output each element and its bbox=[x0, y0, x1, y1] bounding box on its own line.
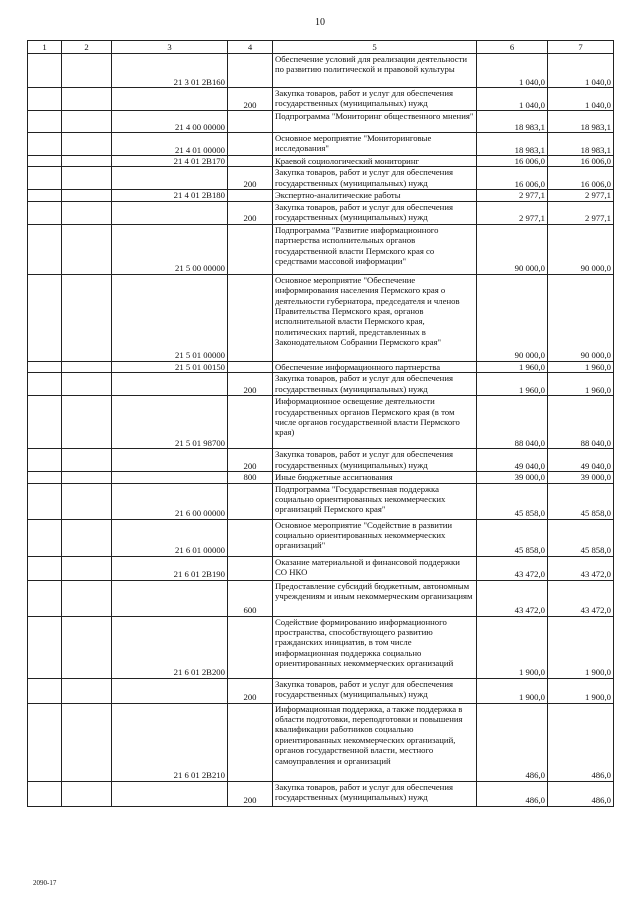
table-row bbox=[28, 396, 614, 449]
empty-cell bbox=[28, 483, 62, 519]
amount-year-2: 88 040,0 bbox=[548, 396, 614, 449]
expense-type-code bbox=[228, 556, 273, 580]
empty-cell bbox=[28, 156, 62, 167]
expense-type-code bbox=[228, 190, 273, 201]
item-name: Обеспечение условий для реализации деятельности по развитию политической и правовой культуры bbox=[273, 54, 477, 88]
item-name: Закупка товаров, работ и услуг для обеспечения государственных (муниципальных) нужд bbox=[273, 201, 477, 224]
empty-cell bbox=[62, 580, 112, 616]
item-name: Закупка товаров, работ и услуг для обеспечения государственных (муниципальных) нужд bbox=[273, 373, 477, 396]
expense-type-code: 200 bbox=[228, 167, 273, 190]
table-row bbox=[28, 361, 614, 372]
empty-cell bbox=[28, 361, 62, 372]
amount-year-1: 49 040,0 bbox=[477, 449, 548, 472]
empty-cell bbox=[62, 483, 112, 519]
classification-code: 21 4 00 00000 bbox=[112, 111, 228, 133]
empty-cell bbox=[28, 580, 62, 616]
column-header-5: 5 bbox=[273, 41, 477, 54]
table-body bbox=[28, 41, 614, 807]
amount-year-1: 1 960,0 bbox=[477, 361, 548, 372]
item-name: Закупка товаров, работ и услуг для обеспечения государственных (муниципальных) нужд bbox=[273, 678, 477, 703]
amount-year-1: 1 900,0 bbox=[477, 678, 548, 703]
expense-type-code bbox=[228, 111, 273, 133]
empty-cell bbox=[28, 88, 62, 111]
classification-code bbox=[112, 580, 228, 616]
amount-year-1: 1 960,0 bbox=[477, 373, 548, 396]
expense-type-code: 600 bbox=[228, 580, 273, 616]
classification-code bbox=[112, 472, 228, 483]
expense-type-code bbox=[228, 224, 273, 274]
empty-cell bbox=[28, 111, 62, 133]
classification-code bbox=[112, 781, 228, 806]
table-row bbox=[28, 133, 614, 156]
empty-cell bbox=[62, 361, 112, 372]
expense-type-code: 200 bbox=[228, 373, 273, 396]
table-row bbox=[28, 88, 614, 111]
item-name: Информационная поддержка, а также поддержка в области подготовки, переподготовки и повышения квалификации работников социально ориентированных некоммерческих организаций, органов государственной власти, местного самоуправления и организаций bbox=[273, 703, 477, 781]
empty-cell bbox=[28, 373, 62, 396]
table-row bbox=[28, 616, 614, 678]
empty-cell bbox=[28, 167, 62, 190]
empty-cell bbox=[62, 703, 112, 781]
empty-cell bbox=[28, 224, 62, 274]
amount-year-1: 43 472,0 bbox=[477, 556, 548, 580]
amount-year-2: 39 000,0 bbox=[548, 472, 614, 483]
empty-cell bbox=[62, 88, 112, 111]
amount-year-1: 1 040,0 bbox=[477, 54, 548, 88]
amount-year-2: 1 900,0 bbox=[548, 678, 614, 703]
amount-year-1: 45 858,0 bbox=[477, 483, 548, 519]
amount-year-2: 49 040,0 bbox=[548, 449, 614, 472]
classification-code: 21 6 01 2В210 bbox=[112, 703, 228, 781]
amount-year-2: 486,0 bbox=[548, 703, 614, 781]
classification-code: 21 6 00 00000 bbox=[112, 483, 228, 519]
empty-cell bbox=[62, 224, 112, 274]
column-header-3: 3 bbox=[112, 41, 228, 54]
amount-year-1: 16 006,0 bbox=[477, 167, 548, 190]
table-row bbox=[28, 111, 614, 133]
amount-year-1: 1 900,0 bbox=[477, 616, 548, 678]
empty-cell bbox=[62, 111, 112, 133]
item-name: Подпрограмма "Мониторинг общественного мнения" bbox=[273, 111, 477, 133]
item-name: Закупка товаров, работ и услуг для обеспечения государственных (муниципальных) нужд bbox=[273, 167, 477, 190]
amount-year-1: 2 977,1 bbox=[477, 201, 548, 224]
page-number: 10 bbox=[315, 17, 325, 28]
classification-code: 21 6 01 00000 bbox=[112, 519, 228, 556]
table-row bbox=[28, 580, 614, 616]
amount-year-1: 16 006,0 bbox=[477, 156, 548, 167]
amount-year-1: 90 000,0 bbox=[477, 224, 548, 274]
expense-type-code: 200 bbox=[228, 201, 273, 224]
amount-year-2: 18 983,1 bbox=[548, 133, 614, 156]
empty-cell bbox=[62, 373, 112, 396]
amount-year-2: 2 977,1 bbox=[548, 190, 614, 201]
empty-cell bbox=[62, 133, 112, 156]
amount-year-2: 1 040,0 bbox=[548, 88, 614, 111]
classification-code bbox=[112, 678, 228, 703]
budget-table bbox=[27, 40, 614, 807]
empty-cell bbox=[28, 703, 62, 781]
empty-cell bbox=[62, 519, 112, 556]
item-name: Экспертно-аналитические работы bbox=[273, 190, 477, 201]
column-header-6: 6 bbox=[477, 41, 548, 54]
expense-type-code: 200 bbox=[228, 781, 273, 806]
amount-year-1: 39 000,0 bbox=[477, 472, 548, 483]
item-name: Закупка товаров, работ и услуг для обеспечения государственных (муниципальных) нужд bbox=[273, 88, 477, 111]
classification-code: 21 5 01 00000 bbox=[112, 274, 228, 361]
item-name: Закупка товаров, работ и услуг для обеспечения государственных (муниципальных) нужд bbox=[273, 449, 477, 472]
item-name: Основное мероприятие "Обеспечение информирования населения Пермского края о деятельности губернатора, председателя и членов Правительства Пермского края, органов исполнительной власти Пермского края, политических партий, представленных в Законодательном Собрании Пермского края" bbox=[273, 274, 477, 361]
expense-type-code bbox=[228, 54, 273, 88]
table-row bbox=[28, 449, 614, 472]
amount-year-1: 88 040,0 bbox=[477, 396, 548, 449]
amount-year-2: 486,0 bbox=[548, 781, 614, 806]
column-header-1: 1 bbox=[28, 41, 62, 54]
empty-cell bbox=[62, 54, 112, 88]
amount-year-1: 90 000,0 bbox=[477, 274, 548, 361]
amount-year-2: 16 006,0 bbox=[548, 156, 614, 167]
table-row bbox=[28, 156, 614, 167]
table-row bbox=[28, 472, 614, 483]
table-row bbox=[28, 678, 614, 703]
empty-cell bbox=[62, 449, 112, 472]
empty-cell bbox=[28, 396, 62, 449]
table-row bbox=[28, 483, 614, 519]
amount-year-1: 1 040,0 bbox=[477, 88, 548, 111]
table-row bbox=[28, 703, 614, 781]
amount-year-2: 16 006,0 bbox=[548, 167, 614, 190]
amount-year-1: 18 983,1 bbox=[477, 111, 548, 133]
expense-type-code: 200 bbox=[228, 678, 273, 703]
empty-cell bbox=[62, 616, 112, 678]
table-row bbox=[28, 556, 614, 580]
item-name: Обеспечение информационного партнерства bbox=[273, 361, 477, 372]
expense-type-code bbox=[228, 396, 273, 449]
table-row bbox=[28, 224, 614, 274]
expense-type-code bbox=[228, 274, 273, 361]
classification-code bbox=[112, 88, 228, 111]
empty-cell bbox=[28, 781, 62, 806]
table-row bbox=[28, 54, 614, 88]
amount-year-2: 1 960,0 bbox=[548, 373, 614, 396]
empty-cell bbox=[28, 556, 62, 580]
table-row bbox=[28, 167, 614, 190]
empty-cell bbox=[62, 556, 112, 580]
amount-year-1: 486,0 bbox=[477, 781, 548, 806]
amount-year-1: 43 472,0 bbox=[477, 580, 548, 616]
amount-year-2: 1 040,0 bbox=[548, 54, 614, 88]
amount-year-1: 18 983,1 bbox=[477, 133, 548, 156]
empty-cell bbox=[28, 190, 62, 201]
expense-type-code bbox=[228, 156, 273, 167]
empty-cell bbox=[62, 781, 112, 806]
empty-cell bbox=[28, 519, 62, 556]
amount-year-2: 45 858,0 bbox=[548, 519, 614, 556]
item-name: Иные бюджетные ассигнования bbox=[273, 472, 477, 483]
amount-year-1: 2 977,1 bbox=[477, 190, 548, 201]
table-row bbox=[28, 373, 614, 396]
expense-type-code bbox=[228, 483, 273, 519]
table-row bbox=[28, 781, 614, 806]
classification-code: 21 5 01 00150 bbox=[112, 361, 228, 372]
classification-code: 21 3 01 2В160 bbox=[112, 54, 228, 88]
classification-code: 21 4 01 00000 bbox=[112, 133, 228, 156]
expense-type-code bbox=[228, 616, 273, 678]
amount-year-2: 1 960,0 bbox=[548, 361, 614, 372]
item-name: Подпрограмма "Государственная поддержка социально ориентированных некоммерческих организаций Пермского края" bbox=[273, 483, 477, 519]
item-name: Основное мероприятие "Мониторинговые исследования" bbox=[273, 133, 477, 156]
expense-type-code: 200 bbox=[228, 449, 273, 472]
expense-type-code bbox=[228, 703, 273, 781]
empty-cell bbox=[28, 201, 62, 224]
empty-cell bbox=[28, 54, 62, 88]
empty-cell bbox=[28, 472, 62, 483]
table-row bbox=[28, 519, 614, 556]
expense-type-code bbox=[228, 519, 273, 556]
amount-year-2: 2 977,1 bbox=[548, 201, 614, 224]
classification-code bbox=[112, 167, 228, 190]
column-header-7: 7 bbox=[548, 41, 614, 54]
empty-cell bbox=[62, 190, 112, 201]
item-name: Краевой социологический мониторинг bbox=[273, 156, 477, 167]
table-row bbox=[28, 274, 614, 361]
empty-cell bbox=[62, 201, 112, 224]
amount-year-1: 486,0 bbox=[477, 703, 548, 781]
empty-cell bbox=[28, 616, 62, 678]
classification-code: 21 4 01 2В180 bbox=[112, 190, 228, 201]
item-name: Закупка товаров, работ и услуг для обеспечения государственных (муниципальных) нужд bbox=[273, 781, 477, 806]
classification-code: 21 4 01 2В170 bbox=[112, 156, 228, 167]
amount-year-2: 43 472,0 bbox=[548, 580, 614, 616]
empty-cell bbox=[62, 678, 112, 703]
item-name: Основное мероприятие "Содействие в развитии социально ориентированных некоммерческих организаций" bbox=[273, 519, 477, 556]
table-header-row bbox=[28, 41, 614, 54]
empty-cell bbox=[28, 274, 62, 361]
item-name: Предоставление субсидий бюджетным, автономным учреждениям и иным некоммерческим организациям bbox=[273, 580, 477, 616]
table-row bbox=[28, 190, 614, 201]
expense-type-code: 800 bbox=[228, 472, 273, 483]
classification-code: 21 5 01 98700 bbox=[112, 396, 228, 449]
table-row bbox=[28, 201, 614, 224]
amount-year-2: 1 900,0 bbox=[548, 616, 614, 678]
empty-cell bbox=[28, 133, 62, 156]
amount-year-2: 90 000,0 bbox=[548, 224, 614, 274]
item-name: Информационное освещение деятельности государственных органов Пермского края (в том числе органов государственной власти Пермского края) bbox=[273, 396, 477, 449]
empty-cell bbox=[62, 156, 112, 167]
classification-code: 21 6 01 2В200 bbox=[112, 616, 228, 678]
empty-cell bbox=[28, 678, 62, 703]
amount-year-2: 90 000,0 bbox=[548, 274, 614, 361]
item-name: Содействие формированию информационного пространства, способствующего развитию гражданских инициатив, в том числе информационная поддержка социально ориентированных некоммерческих организаций bbox=[273, 616, 477, 678]
empty-cell bbox=[62, 167, 112, 190]
empty-cell bbox=[62, 274, 112, 361]
classification-code: 21 6 01 2В190 bbox=[112, 556, 228, 580]
classification-code bbox=[112, 201, 228, 224]
classification-code bbox=[112, 373, 228, 396]
amount-year-2: 45 858,0 bbox=[548, 483, 614, 519]
amount-year-2: 18 983,1 bbox=[548, 111, 614, 133]
column-header-4: 4 bbox=[228, 41, 273, 54]
document-code: 2090-17 bbox=[33, 879, 57, 887]
classification-code bbox=[112, 449, 228, 472]
item-name: Подпрограмма "Развитие информационного партнерства исполнительных органов государственной власти Пермского края со средствами массовой информации" bbox=[273, 224, 477, 274]
amount-year-2: 43 472,0 bbox=[548, 556, 614, 580]
expense-type-code bbox=[228, 361, 273, 372]
amount-year-1: 45 858,0 bbox=[477, 519, 548, 556]
empty-cell bbox=[28, 449, 62, 472]
item-name: Оказание материальной и финансовой поддержки СО НКО bbox=[273, 556, 477, 580]
empty-cell bbox=[62, 472, 112, 483]
column-header-2: 2 bbox=[62, 41, 112, 54]
expense-type-code: 200 bbox=[228, 88, 273, 111]
expense-type-code bbox=[228, 133, 273, 156]
empty-cell bbox=[62, 396, 112, 449]
classification-code: 21 5 00 00000 bbox=[112, 224, 228, 274]
